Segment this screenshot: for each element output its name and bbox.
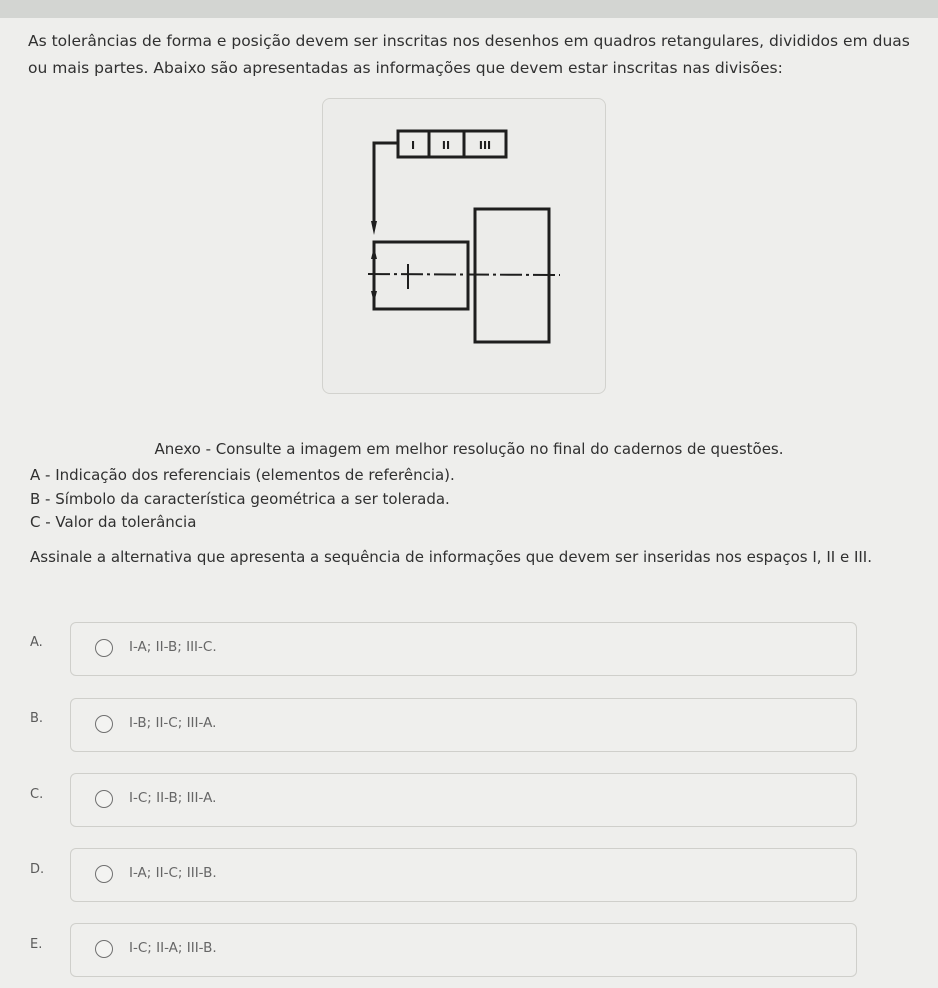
radio-icon[interactable] (95, 639, 113, 657)
legend (30, 464, 920, 535)
center-line (368, 274, 560, 275)
option-a-text: I-A; II-B; III-C. (129, 639, 217, 655)
radio-icon[interactable] (95, 940, 113, 958)
option-b-letter: B. (30, 711, 44, 726)
option-c[interactable] (70, 773, 857, 827)
legend-item-c: C - Valor da tolerância (30, 513, 197, 531)
option-e-letter: E. (30, 937, 43, 952)
option-d-letter: D. (30, 862, 45, 877)
figure-card (322, 98, 606, 394)
radio-icon[interactable] (95, 715, 113, 733)
option-d-text: I-A; II-C; III-B. (129, 865, 217, 881)
option-e[interactable] (70, 923, 857, 977)
option-a-letter: A. (30, 635, 43, 650)
radio-icon[interactable] (95, 790, 113, 808)
option-b[interactable] (70, 698, 857, 752)
arrow-head-mid (371, 247, 377, 259)
option-c-letter: C. (30, 787, 44, 802)
arrow-head-bottom (371, 291, 377, 303)
question-intro: As tolerâncias de forma e posição devem ser inscritas nos desenhos em quadros retangulares, divididos em duas ou mais partes. Abaixo são apresentadas as informações que devem estar inscritas nas divisões: (28, 32, 910, 77)
leader-line (374, 143, 398, 221)
option-c-text: I-C; II-B; III-A. (129, 790, 217, 806)
option-a[interactable] (70, 622, 857, 676)
technical-drawing (323, 99, 605, 393)
legend-item-a: A - Indicação dos referenciais (elementos de referência). (30, 466, 455, 484)
option-e-text: I-C; II-A; III-B. (129, 940, 217, 956)
option-d[interactable] (70, 848, 857, 902)
radio-icon[interactable] (95, 865, 113, 883)
frame-label-1: I (410, 139, 416, 152)
frame-label-2: II (441, 139, 451, 152)
option-b-text: I-B; II-C; III-A. (129, 715, 217, 731)
legend-item-b: B - Símbolo da característica geométrica a ser tolerada. (30, 489, 450, 508)
arrow-head-top (371, 221, 377, 235)
figure-caption: Anexo - Consulte a imagem em melhor resolução no final do cadernos de questões. (154, 440, 784, 458)
left-part-outline (374, 242, 468, 309)
question-instruction: Assinale a alternativa que apresenta a sequência de informações que devem ser inseridas nos espaços I, II e III. (30, 548, 872, 566)
top-bar (0, 0, 938, 18)
frame-label-3: III (478, 139, 492, 152)
